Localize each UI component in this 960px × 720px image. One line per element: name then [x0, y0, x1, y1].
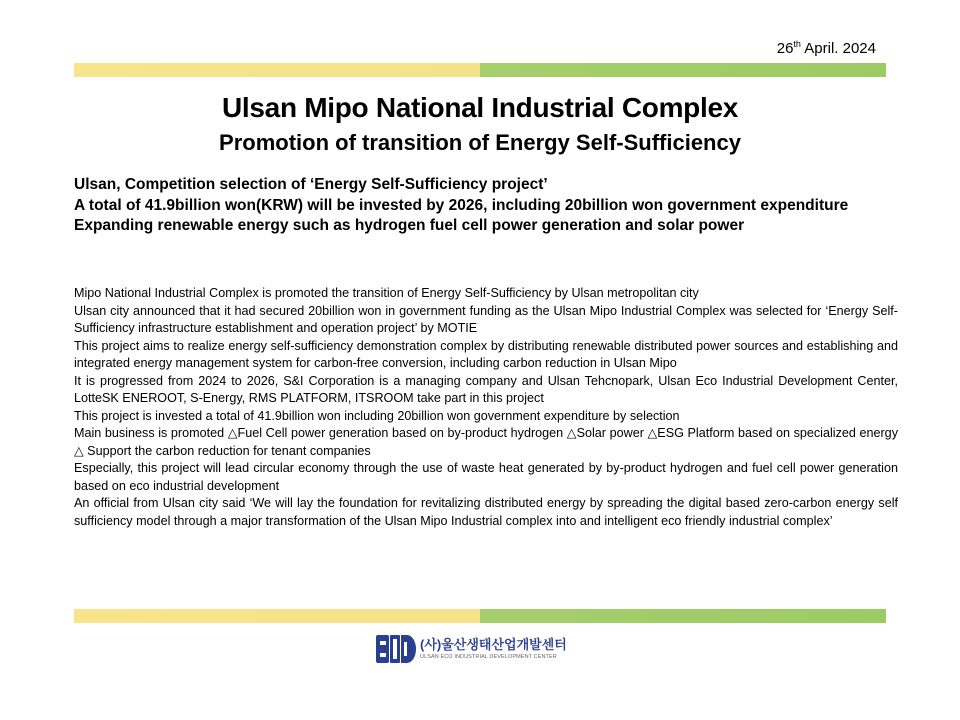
paragraph-7: Especially, this project will lead circular economy through the use of waste heat generated by by-product hydrogen and fuel cell power generation based on eco industrial development [74, 461, 898, 493]
paragraph-3: This project aims to realize energy self-sufficiency demonstration complex by distributing renewable distributed power sources and establishing and integrated energy management system for carbon-free conversion, including carbon reduction in Ulsan Mipo [74, 338, 898, 370]
headline-block [74, 175, 904, 237]
logo-subtitle: ULSAN ECO INDUSTRIAL DEVELOPMENT CENTER [420, 654, 557, 660]
paragraph-2: Ulsan city announced that it had secured 20billion won in government funding as the Ulsan Mipo Industrial Complex was selected for ‘Energy Self-Sufficiency infrastructure establishment and operation project’ by MOTIE [74, 303, 898, 335]
headline-3: Expanding renewable energy such as hydrogen fuel cell power generation and solar power [74, 217, 745, 234]
paragraph-1: Mipo National Industrial Complex is promoted the transition of Energy Self-Sufficiency by Ulsan metropolitan city [74, 286, 699, 300]
paragraph-8: An official from Ulsan city said ‘We will lay the foundation for revitalizing distributed energy by spreading the digital based zero-carbon energy self sufficiency model through a major transformation of the Ulsan Mipo Industrial complex into and intelligent eco friendly industrial complex’ [74, 496, 898, 528]
top-divider-bar [74, 63, 886, 77]
organization-logo [376, 632, 567, 666]
bottom-divider-bar [74, 609, 886, 623]
date-suffix: th [793, 39, 801, 49]
press-date [777, 40, 876, 57]
logo-name: (사)울산생태산업개발센터 [420, 637, 567, 652]
article-body [74, 285, 898, 530]
page-title: Ulsan Mipo National Industrial Complex [222, 92, 738, 123]
logo-text [420, 637, 567, 661]
paragraph-6: Main business is promoted △Fuel Cell power generation based on by-product hydrogen △Solar power △ESG Platform based on specialized energy △ Support the carbon reduction for tenant companies [74, 426, 898, 458]
page-subtitle: Promotion of transition of Energy Self-Sufficiency [219, 130, 741, 155]
paragraph-5: This project is invested a total of 41.9billion won including 20billion won government expenditure by selection [74, 408, 680, 423]
paragraph-4: It is progressed from 2024 to 2026, S&I Corporation is a managing company and Ulsan Tehcnopark, Ulsan Eco Industrial Development Center, LotteSK ENEROOT, S-Energy, RMS PLATFORM, ITSROOM take part in this project [74, 373, 898, 405]
date-rest: April. 2024 [800, 40, 876, 57]
headline-1: Ulsan, Competition selection of ‘Energy Self-Sufficiency project’ [74, 176, 548, 193]
headline-2: A total of 41.9billion won(KRW) will be invested by 2026, including 20billion won government expenditure [74, 196, 849, 214]
date-day: 26 [776, 40, 794, 57]
eco-center-logo-icon [376, 633, 416, 665]
